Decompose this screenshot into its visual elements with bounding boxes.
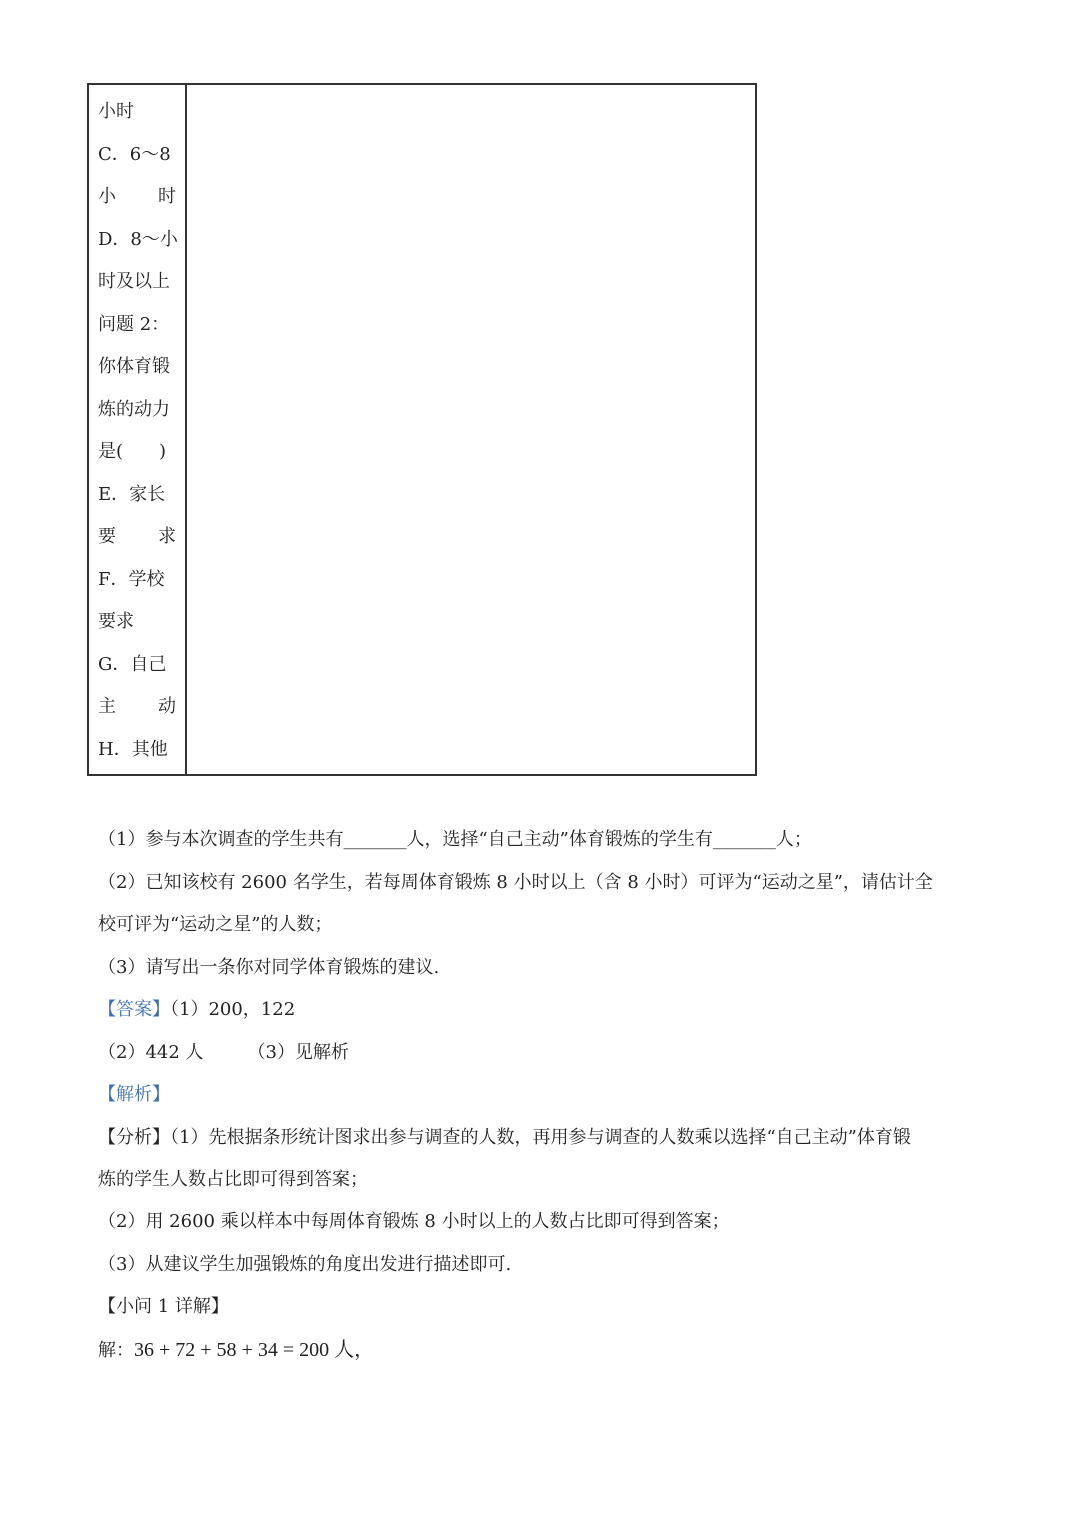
answer-part-3: （3）见解析 bbox=[247, 1042, 349, 1063]
detail-tag: 【小问 1 详解】 bbox=[98, 1296, 229, 1317]
table-cell-line: 时及以上 bbox=[98, 271, 170, 292]
table-cell-char: 时 bbox=[158, 186, 176, 207]
survey-table bbox=[87, 83, 757, 776]
answer-tag: 【答案】 bbox=[98, 999, 170, 1020]
question-2-line-1: （2）已知该校有 2600 名学生，若每周体育锻炼 8 小时以上（含 8 小时）可评为“运动之星”，请估计全 bbox=[98, 872, 933, 893]
answer-part-1: （1）200，122 bbox=[170, 999, 296, 1020]
answer-line-2 bbox=[98, 1040, 349, 1066]
table-cell-line: D．8～小 bbox=[98, 228, 178, 250]
table-column-divider bbox=[185, 85, 187, 774]
table-cell-line: E．家长 bbox=[98, 483, 166, 505]
question-2-line-2: 校可评为“运动之星”的人数； bbox=[98, 914, 333, 935]
table-cell-char: 动 bbox=[158, 696, 176, 717]
answer-line-1 bbox=[98, 997, 295, 1023]
table-cell-line: G．自己 bbox=[98, 653, 167, 675]
solution-line bbox=[98, 1337, 374, 1364]
question-1: （1）参与本次调查的学生共有_______人，选择“自己主动”体育锻炼的学生有_______人； bbox=[98, 829, 812, 850]
fenxi-text-1: （1）先根据条形统计图求出参与调查的人数，再用参与调查的人数乘以选择“自己主动”体育锻 bbox=[170, 1127, 911, 1148]
table-cell-line: C．6～8 bbox=[98, 143, 171, 165]
table-cell-char: 小 bbox=[98, 186, 116, 207]
question-3: （3）请写出一条你对同学体育锻炼的建议. bbox=[98, 957, 440, 978]
table-cell-char: 要 bbox=[98, 526, 116, 547]
analysis-line-1 bbox=[98, 1125, 911, 1151]
table-cell-char: 求 bbox=[158, 526, 176, 547]
solution-math: 36 + 72 + 58 + 34 = 200 人， bbox=[134, 1339, 375, 1361]
analysis-tag: 【解析】 bbox=[98, 1084, 170, 1105]
table-cell-line bbox=[98, 185, 176, 209]
table-cell-line bbox=[98, 695, 176, 719]
table-cell-line: 是( ) bbox=[98, 441, 167, 462]
table-cell-char: 主 bbox=[98, 696, 116, 717]
table-cell-line: F．学校 bbox=[98, 568, 165, 590]
table-cell-line: 小时 bbox=[98, 101, 134, 122]
analysis-line-2: 炼的学生人数占比即可得到答案； bbox=[98, 1169, 368, 1190]
table-cell-line: H．其他 bbox=[98, 738, 168, 760]
table-cell-line: 要求 bbox=[98, 611, 134, 632]
answer-part-2: （2）442 人 bbox=[98, 1042, 204, 1063]
table-cell-line: 你体育锻 bbox=[98, 356, 170, 377]
table-cell-line: 问题 2： bbox=[98, 313, 170, 335]
table-cell-line bbox=[98, 525, 176, 549]
table-cell-line: 炼的动力 bbox=[98, 398, 170, 420]
analysis-line-3: （2）用 2600 乘以样本中每周体育锻炼 8 小时以上的人数占比即可得到答案； bbox=[98, 1211, 730, 1232]
fenxi-tag: 【分析】 bbox=[98, 1127, 170, 1148]
analysis-line-4: （3）从建议学生加强锻炼的角度出发进行描述即可. bbox=[98, 1254, 512, 1275]
solution-label: 解： bbox=[98, 1340, 134, 1361]
